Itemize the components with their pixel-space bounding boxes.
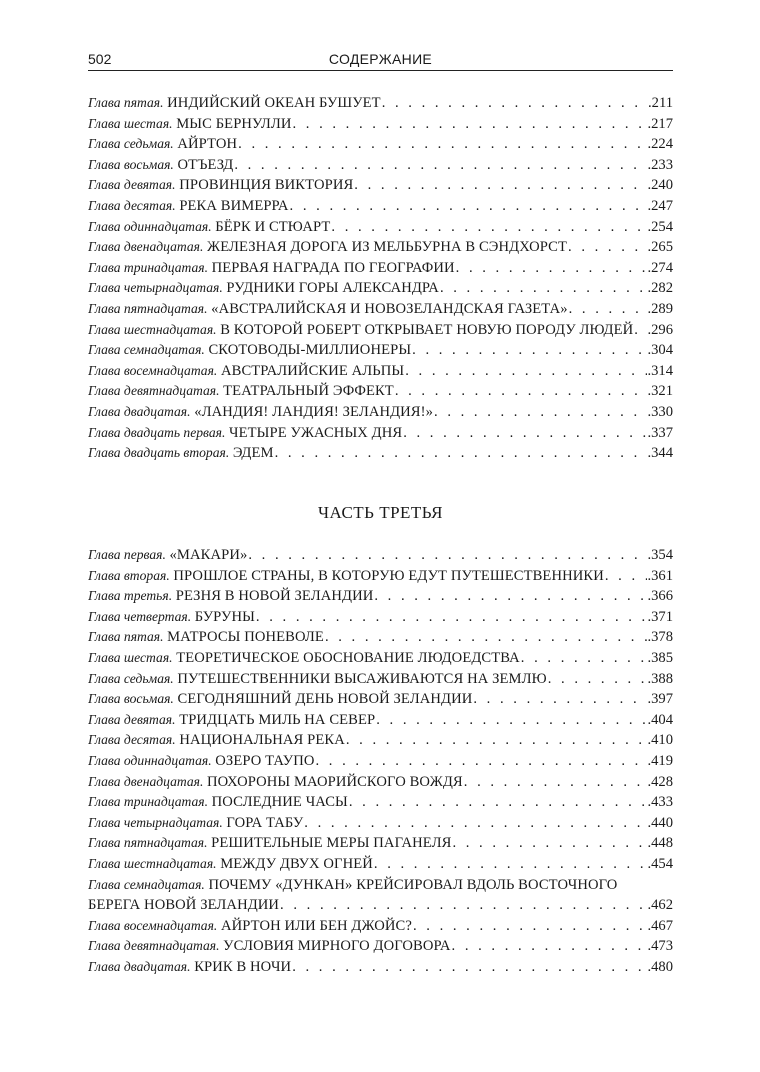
chapter-label: Глава девятнадцатая. [88, 383, 220, 399]
toc-entry [88, 402, 673, 423]
page-ref: .404 [647, 711, 673, 728]
chapter-label: Глава третья. [88, 588, 173, 604]
dot-leader [237, 134, 647, 155]
chapter-title: ЧЕТЫРЕ УЖАСНЫХ ДНЯ [229, 424, 403, 441]
toc-entry [88, 936, 673, 957]
page-ref: .385 [647, 649, 673, 666]
chapter-title: АЙРТОН [177, 136, 238, 153]
chapter-title: ПЕРВАЯ НАГРАДА ПО ГЕОГРАФИИ [211, 259, 455, 276]
chapter-title: АЙРТОН ИЛИ БЕН ДЖОЙС? [220, 917, 412, 934]
page-ref: .473 [647, 938, 673, 955]
dot-leader [303, 813, 647, 834]
chapter-label: Глава двадцать первая. [88, 424, 226, 440]
page-header [88, 48, 673, 71]
chapter-title: ЖЕЛЕЗНАЯ ДОРОГА ИЗ МЕЛЬБУРНА В СЭНДХОРСТ [207, 239, 568, 256]
toc-entry [88, 134, 673, 155]
chapter-title: БЁРК И СТЮАРТ [215, 218, 331, 235]
toc-entry [88, 607, 673, 628]
toc-entry [88, 586, 673, 607]
dot-leader [353, 175, 647, 196]
chapter-label: Глава четырнадцатая. [88, 814, 223, 830]
dot-leader [247, 545, 647, 566]
part-title: ЧАСТЬ ТРЕТЬЯ [317, 503, 444, 522]
page-ref: .428 [647, 773, 673, 790]
chapter-title: ПУТЕШЕСТВЕННИКИ ВЫСАЖИВАЮТСЯ НА ЗЕМЛЮ [177, 670, 547, 687]
dot-leader [433, 402, 647, 423]
dot-leader [451, 833, 647, 854]
page-ref: .304 [647, 342, 673, 359]
dot-leader [604, 566, 648, 587]
chapter-title: «МАКАРИ» [169, 547, 248, 563]
dot-leader [274, 443, 648, 464]
page-ref: .480 [647, 958, 673, 975]
page-ref: .410 [647, 732, 673, 749]
toc-entry [88, 792, 673, 813]
chapter-label: Глава пятнадцатая. [88, 835, 208, 851]
chapter-title: ПОХОРОНЫ МАОРИЙСКОГО ВОЖДЯ [207, 773, 463, 790]
dot-leader [463, 772, 648, 793]
page-ref: .282 [647, 280, 673, 297]
page-ref: .344 [647, 445, 673, 462]
chapter-label: Глава тринадцатая. [88, 259, 208, 275]
toc-entry [88, 710, 673, 731]
page-ref: .337 [647, 424, 673, 441]
page-ref: .265 [647, 239, 673, 256]
dot-leader [402, 423, 647, 444]
toc-entry [88, 196, 673, 217]
chapter-title: КРИК В НОЧИ [194, 958, 292, 975]
chapter-label: Глава девятнадцатая. [88, 938, 220, 954]
toc-entry [88, 237, 673, 258]
chapter-label: Глава десятая. [88, 732, 176, 748]
toc-entry [88, 278, 673, 299]
toc-entry [88, 114, 673, 135]
dot-leader [324, 627, 648, 648]
dot-leader [547, 669, 648, 690]
chapter-title: ПРОШЛОЕ СТРАНЫ, В КОТОРУЮ ЕДУТ ПУТЕШЕСТВЕННИКИ [173, 567, 604, 584]
dot-leader [348, 792, 648, 813]
chapter-title: РЕШИТЕЛЬНЫЕ МЕРЫ ПАГАНЕЛЯ [211, 835, 452, 852]
chapter-label: Глава шестнадцатая. [88, 321, 217, 337]
page-ref: .354 [647, 547, 673, 563]
dot-leader [289, 196, 648, 217]
chapter-label: Глава пятая. [88, 629, 164, 645]
chapter-label: Глава вторая. [88, 567, 170, 583]
chapter-label: Глава семнадцатая. [88, 876, 205, 892]
page-ref: .211 [648, 95, 673, 111]
dot-leader [568, 299, 648, 320]
toc-entry [88, 566, 673, 587]
chapter-label: Глава двадцать вторая. [88, 445, 230, 461]
chapter-title-continued: БЕРЕГА НОВОЙ ЗЕЛАНДИИ [88, 897, 280, 914]
toc-entry [88, 772, 673, 793]
toc-entry [88, 648, 673, 669]
chapter-title: ТЕАТРАЛЬНЫЙ ЭФФЕКТ [223, 383, 394, 400]
dot-leader [404, 361, 647, 382]
dot-leader [520, 648, 648, 669]
toc-entry [88, 320, 673, 341]
chapter-title: ПОЧЕМУ «ДУНКАН» КРЕЙСИРОВАЛ ВДОЛЬ ВОСТОЧНОГО [208, 876, 618, 893]
dot-leader [412, 916, 647, 937]
page-ref: .419 [647, 752, 673, 769]
chapter-label: Глава тринадцатая. [88, 794, 208, 810]
dot-leader [375, 710, 647, 731]
chapter-title: МЫС БЕРНУЛЛИ [176, 115, 292, 132]
toc-entry [88, 689, 673, 710]
dot-leader [373, 586, 647, 607]
chapter-label: Глава двадцатая. [88, 958, 191, 974]
page-ref: .314 [647, 362, 673, 379]
chapter-title: «ЛАНДИЯ! ЛАНДИЯ! ЗЕЛАНДИЯ!» [194, 403, 434, 420]
chapter-title: ТЕОРЕТИЧЕСКОЕ ОБОСНОВАНИЕ ЛЮДОЕДСТВА [176, 649, 520, 666]
page-ref: .397 [647, 691, 673, 708]
toc-entry [88, 443, 673, 464]
page-ref: .224 [647, 136, 673, 153]
chapter-title: РЕКА ВИМЕРРА [179, 197, 289, 214]
page-ref: .233 [647, 156, 673, 173]
dot-leader [411, 340, 647, 361]
page-ref: .467 [647, 917, 673, 934]
chapter-title: АВСТРАЛИЙСКИЕ АЛЬПЫ [220, 362, 405, 379]
page-ref: .254 [647, 218, 673, 235]
page-number: 502 [88, 51, 112, 67]
chapter-label: Глава восьмая. [88, 156, 174, 172]
page-ref: .240 [647, 177, 673, 194]
toc-entry-line [88, 875, 673, 896]
running-title: СОДЕРЖАНИЕ [328, 51, 433, 67]
page-ref: .371 [647, 608, 673, 625]
dot-leader [345, 730, 648, 751]
page-ref: .440 [647, 814, 673, 831]
chapter-label: Глава четырнадцатая. [88, 280, 223, 296]
dot-leader [291, 957, 647, 978]
chapter-label: Глава седьмая. [88, 670, 174, 686]
chapter-label: Глава девятая. [88, 177, 176, 193]
dot-leader [455, 258, 648, 279]
toc-entry [88, 730, 673, 751]
chapter-title: ЭДЕМ [232, 445, 274, 462]
toc-entry [88, 833, 673, 854]
toc-part-three [88, 545, 673, 977]
chapter-label: Глава семнадцатая. [88, 342, 205, 358]
toc-entry-line [88, 895, 673, 916]
page-ref: .361 [647, 567, 673, 584]
chapter-title: ТРИДЦАТЬ МИЛЬ НА СЕВЕР [179, 711, 376, 728]
page-ref: .330 [647, 403, 673, 420]
chapter-title: НАЦИОНАЛЬНАЯ РЕКА [179, 732, 345, 749]
page-ref: .462 [647, 897, 673, 914]
chapter-title: «АВСТРАЛИЙСКАЯ И НОВОЗЕЛАНДСКАЯ ГАЗЕТА» [211, 300, 568, 317]
chapter-label: Глава четвертая. [88, 608, 192, 624]
chapter-title: МАТРОСЫ ПОНЕВОЛЕ [167, 629, 324, 646]
dot-leader [633, 320, 647, 341]
toc-entry [88, 813, 673, 834]
chapter-title: В КОТОРОЙ РОБЕРТ ОТКРЫВАЕТ НОВУЮ ПОРОДУ ЛЮДЕЙ [220, 321, 634, 338]
toc-entry [88, 155, 673, 176]
page-ref: .217 [647, 115, 673, 132]
chapter-label: Глава восьмая. [88, 691, 174, 707]
dot-leader [279, 895, 647, 916]
chapter-title: ОЗЕРО ТАУПО [215, 752, 315, 769]
chapter-label: Глава восемнадцатая. [88, 362, 218, 378]
chapter-label: Глава пятая. [88, 95, 164, 110]
chapter-title: ПРОВИНЦИЯ ВИКТОРИЯ [179, 177, 354, 194]
toc-entry [88, 299, 673, 320]
chapter-title: СКОТОВОДЫ-МИЛЛИОНЕРЫ [208, 342, 412, 359]
page-ref: .433 [647, 794, 673, 811]
toc-entry [88, 175, 673, 196]
chapter-label: Глава одиннадцатая. [88, 752, 212, 768]
toc-entry [88, 545, 673, 566]
dot-leader [451, 936, 648, 957]
chapter-title: БУРУНЫ [194, 608, 255, 625]
page-ref: .274 [647, 259, 673, 276]
toc-entry [88, 751, 673, 772]
toc-entry [88, 361, 673, 382]
page-ref: .366 [647, 588, 673, 605]
page-ref: .388 [647, 670, 673, 687]
dot-leader [381, 93, 648, 114]
chapter-label: Глава шестая. [88, 649, 173, 665]
chapter-label: Глава пятнадцатая. [88, 300, 208, 316]
toc-entry [88, 627, 673, 648]
chapter-label: Глава двенадцатая. [88, 239, 204, 255]
toc-entry [88, 217, 673, 238]
chapter-label: Глава седьмая. [88, 136, 174, 152]
toc-entry [88, 854, 673, 875]
toc-entry [88, 381, 673, 402]
page-ref: .296 [647, 321, 673, 338]
chapter-label: Глава шестнадцатая. [88, 855, 217, 871]
chapter-title: СЕГОДНЯШНИЙ ДЕНЬ НОВОЙ ЗЕЛАНДИИ [177, 691, 473, 708]
chapter-title: ОТЪЕЗД [177, 156, 234, 173]
dot-leader [472, 689, 647, 710]
page-ref: .454 [647, 855, 673, 872]
chapter-title: РЕЗНЯ В НОВОЙ ЗЕЛАНДИИ [175, 588, 374, 605]
dot-leader [567, 237, 647, 258]
chapter-label: Глава двенадцатая. [88, 773, 204, 789]
chapter-label: Глава двадцатая. [88, 403, 191, 419]
dot-leader [291, 114, 647, 135]
toc-entry [88, 957, 673, 978]
page-ref: .321 [647, 383, 673, 400]
toc-entry [88, 423, 673, 444]
dot-leader [255, 607, 648, 628]
dot-leader [314, 751, 647, 772]
chapter-title: МЕЖДУ ДВУХ ОГНЕЙ [220, 855, 373, 872]
toc-entry [88, 258, 673, 279]
toc-entry [88, 916, 673, 937]
chapter-title: ИНДИЙСКИЙ ОКЕАН БУШУЕТ [167, 95, 381, 111]
page-ref: .247 [647, 197, 673, 214]
chapter-label: Глава девятая. [88, 711, 176, 727]
dot-leader [373, 854, 648, 875]
chapter-label: Глава одиннадцатая. [88, 218, 212, 234]
chapter-title: ПОСЛЕДНИЕ ЧАСЫ [211, 794, 348, 811]
dot-leader [394, 381, 648, 402]
chapter-title: ГОРА ТАБУ [226, 814, 304, 831]
chapter-title: УСЛОВИЯ МИРНОГО ДОГОВОРА [223, 938, 451, 955]
page-ref: .378 [647, 629, 673, 646]
chapter-label: Глава первая. [88, 547, 166, 562]
dot-leader [233, 155, 647, 176]
dot-leader [439, 278, 648, 299]
chapter-label: Глава десятая. [88, 197, 176, 213]
chapter-label: Глава шестая. [88, 115, 173, 131]
toc-entry [88, 669, 673, 690]
dot-leader [330, 217, 647, 238]
page-ref: .448 [647, 835, 673, 852]
toc-entry [88, 340, 673, 361]
chapter-title: РУДНИКИ ГОРЫ АЛЕКСАНДРА [226, 280, 439, 297]
toc-entry [88, 93, 673, 114]
chapter-label: Глава восемнадцатая. [88, 917, 218, 933]
toc-part-two [88, 93, 673, 464]
page-ref: .289 [647, 300, 673, 317]
